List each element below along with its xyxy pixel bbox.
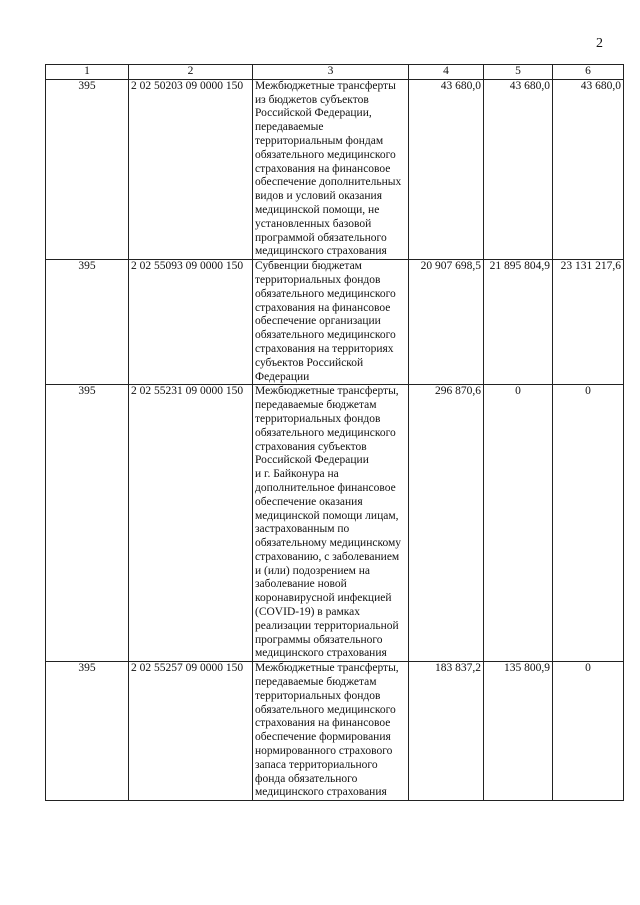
budget-revenue-table [45,64,624,801]
description-cell: Межбюджетные трансферты, передаваемые бюджетам территориальных фондов обязательного медицинского страхования на финансовое обеспечение формирования нормированного страхового запаса территориального фонда обязательного медицинского страхования [253,662,409,801]
admin-code-cell: 395 [46,260,129,385]
amount-year3-cell: 43 680,0 [553,79,624,259]
budget-code-cell: 2 02 55093 09 0000 150 [129,260,253,385]
budget-code-cell: 2 02 55231 09 0000 150 [129,385,253,662]
amount-year3-cell: 23 131 217,6 [553,260,624,385]
admin-code-cell: 395 [46,662,129,801]
column-header-6: 6 [553,65,624,80]
column-header-1: 1 [46,65,129,80]
amount-year2-cell: 43 680,0 [484,79,553,259]
admin-code-cell: 395 [46,385,129,662]
amount-year1-cell: 296 870,6 [409,385,484,662]
description-cell: Межбюджетные трансферты из бюджетов субъектов Российской Федерации, передаваемые территориальным фондам обязательного медицинского страхования на финансовое обеспечение дополнительных видов и условий оказания медицинской помощи, не установленных базовой программой обязательного медицинского страхования [253,79,409,259]
amount-year1-cell: 20 907 698,5 [409,260,484,385]
amount-year1-cell: 183 837,2 [409,662,484,801]
amount-year3-cell: 0 [553,662,624,801]
description-cell: Субвенции бюджетам территориальных фондов обязательного медицинского страхования на финансовое обеспечение организации обязательного медицинского страхования на территориях субъектов Российской Федерации [253,260,409,385]
column-header-2: 2 [129,65,253,80]
header-row [46,65,624,80]
page-number: 2 [596,36,603,51]
amount-year3-cell: 0 [553,385,624,662]
budget-code-cell: 2 02 50203 09 0000 150 [129,79,253,259]
admin-code-cell: 395 [46,79,129,259]
table-row [46,79,624,259]
table-row [46,385,624,662]
amount-year2-cell: 21 895 804,9 [484,260,553,385]
budget-code-cell: 2 02 55257 09 0000 150 [129,662,253,801]
column-header-3: 3 [253,65,409,80]
amount-year2-cell: 0 [484,385,553,662]
description-cell: Межбюджетные трансферты, передаваемые бюджетам территориальных фондов обязательного медицинского страхования субъектов Российской Федерации и г. Байконура на дополнительное финансовое обеспечение оказания медицинской помощи лицам, застрахованным по обязательному медицинскому страхованию, с заболеванием и (или) подозрением на заболевание новой коронавирусной инфекцией (COVID-19) в рамках реализации территориальной программы обязательного медицинского страхования [253,385,409,662]
amount-year1-cell: 43 680,0 [409,79,484,259]
table-row [46,662,624,801]
column-header-5: 5 [484,65,553,80]
table-row [46,260,624,385]
column-header-4: 4 [409,65,484,80]
amount-year2-cell: 135 800,9 [484,662,553,801]
